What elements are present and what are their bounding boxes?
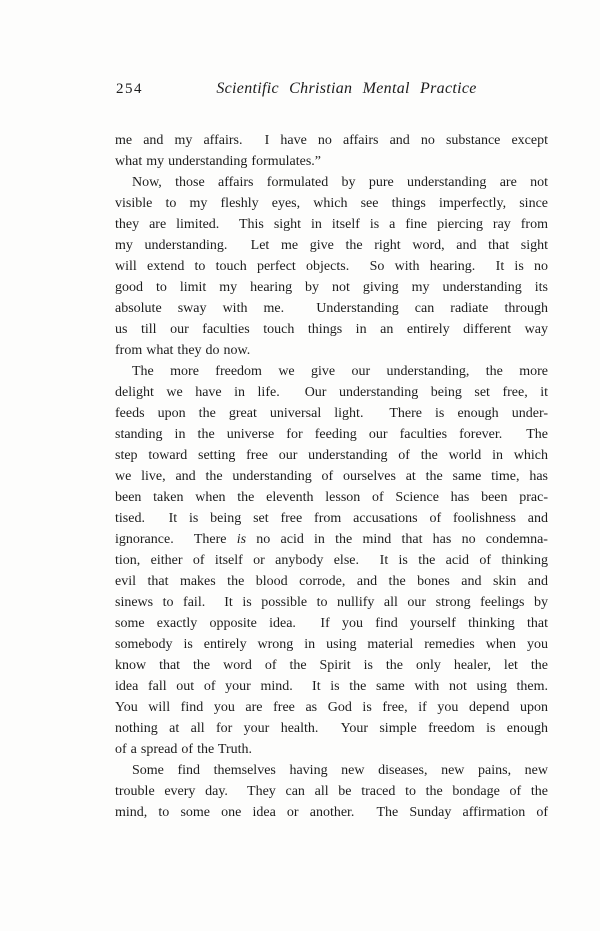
text-column [115, 80, 548, 823]
text-line: You will find you are free as God is free, if you depend upon [115, 700, 548, 715]
text-line: ignorance. There is no acid in the mind that has no condemna- [115, 532, 548, 547]
paragraph [115, 760, 548, 823]
text-line: Now, those affairs formulated by pure understanding are not [132, 175, 548, 190]
text-line: delight we have in life. Our understanding being set free, it [115, 385, 548, 400]
running-header [115, 80, 548, 100]
text-line: evil that makes the blood corrode, and the bones and skin and [115, 574, 548, 589]
text-line: from what they do now. [115, 343, 251, 358]
paragraph [115, 172, 548, 361]
text-line: what my understanding formulates.” [115, 154, 322, 169]
text-line: mind, to some one idea or another. The Sunday affirmation of [115, 805, 548, 820]
text-line: feeds upon the great universal light. There is enough under- [115, 406, 548, 421]
text-line: tised. It is being set free from accusations of foolishness and [115, 511, 548, 526]
page-number: 254 [116, 81, 143, 97]
text-line: idea fall out of your mind. It is the same with not using them. [115, 679, 548, 694]
text-line: good to limit my hearing by not giving my understanding its [115, 280, 548, 295]
text-line: will extend to touch perfect objects. So with hearing. It is no [115, 259, 548, 274]
paragraph [115, 130, 548, 172]
text-line: standing in the universe for feeding our faculties forever. The [115, 427, 548, 442]
text-line: we live, and the understanding of ourselves at the same time, has [115, 469, 548, 484]
text-line: The more freedom we give our understanding, the more [132, 364, 548, 379]
text-line: some exactly opposite idea. If you find yourself thinking that [115, 616, 548, 631]
text-line: tion, either of itself or anybody else. It is the acid of thinking [115, 553, 548, 568]
paragraph [115, 361, 548, 760]
text-line: of a spread of the Truth. [115, 742, 253, 757]
text-line: sinews to fail. It is possible to nullify all our strong feelings by [115, 595, 548, 610]
text-line: somebody is entirely wrong in using material remedies when you [115, 637, 548, 652]
text-line: me and my affairs. I have no affairs and no substance except [115, 133, 548, 148]
text-line: step toward setting free our understanding of the world in which [115, 448, 548, 463]
text-line: they are limited. This sight in itself is a fine piercing ray from [115, 217, 548, 232]
text-line: nothing at all for your health. Your simple freedom is enough [115, 721, 548, 736]
text-line: us till our faculties touch things in an entirely different way [115, 322, 548, 337]
text-line: know that the word of the Spirit is the only healer, let the [115, 658, 548, 673]
running-title: Scientific Christian Mental Practice [216, 80, 477, 97]
page-body [115, 130, 548, 823]
text-line: trouble every day. They can all be traced to the bondage of the [115, 784, 548, 799]
text-line: been taken when the eleventh lesson of Science has been prac- [115, 490, 548, 505]
text-line: my understanding. Let me give the right word, and that sight [115, 238, 548, 253]
text-line: absolute sway with me. Understanding can radiate through [115, 301, 548, 316]
text-line: Some find themselves having new diseases, new pains, new [132, 763, 548, 778]
text-line: visible to my fleshly eyes, which see things imperfectly, since [115, 196, 548, 211]
